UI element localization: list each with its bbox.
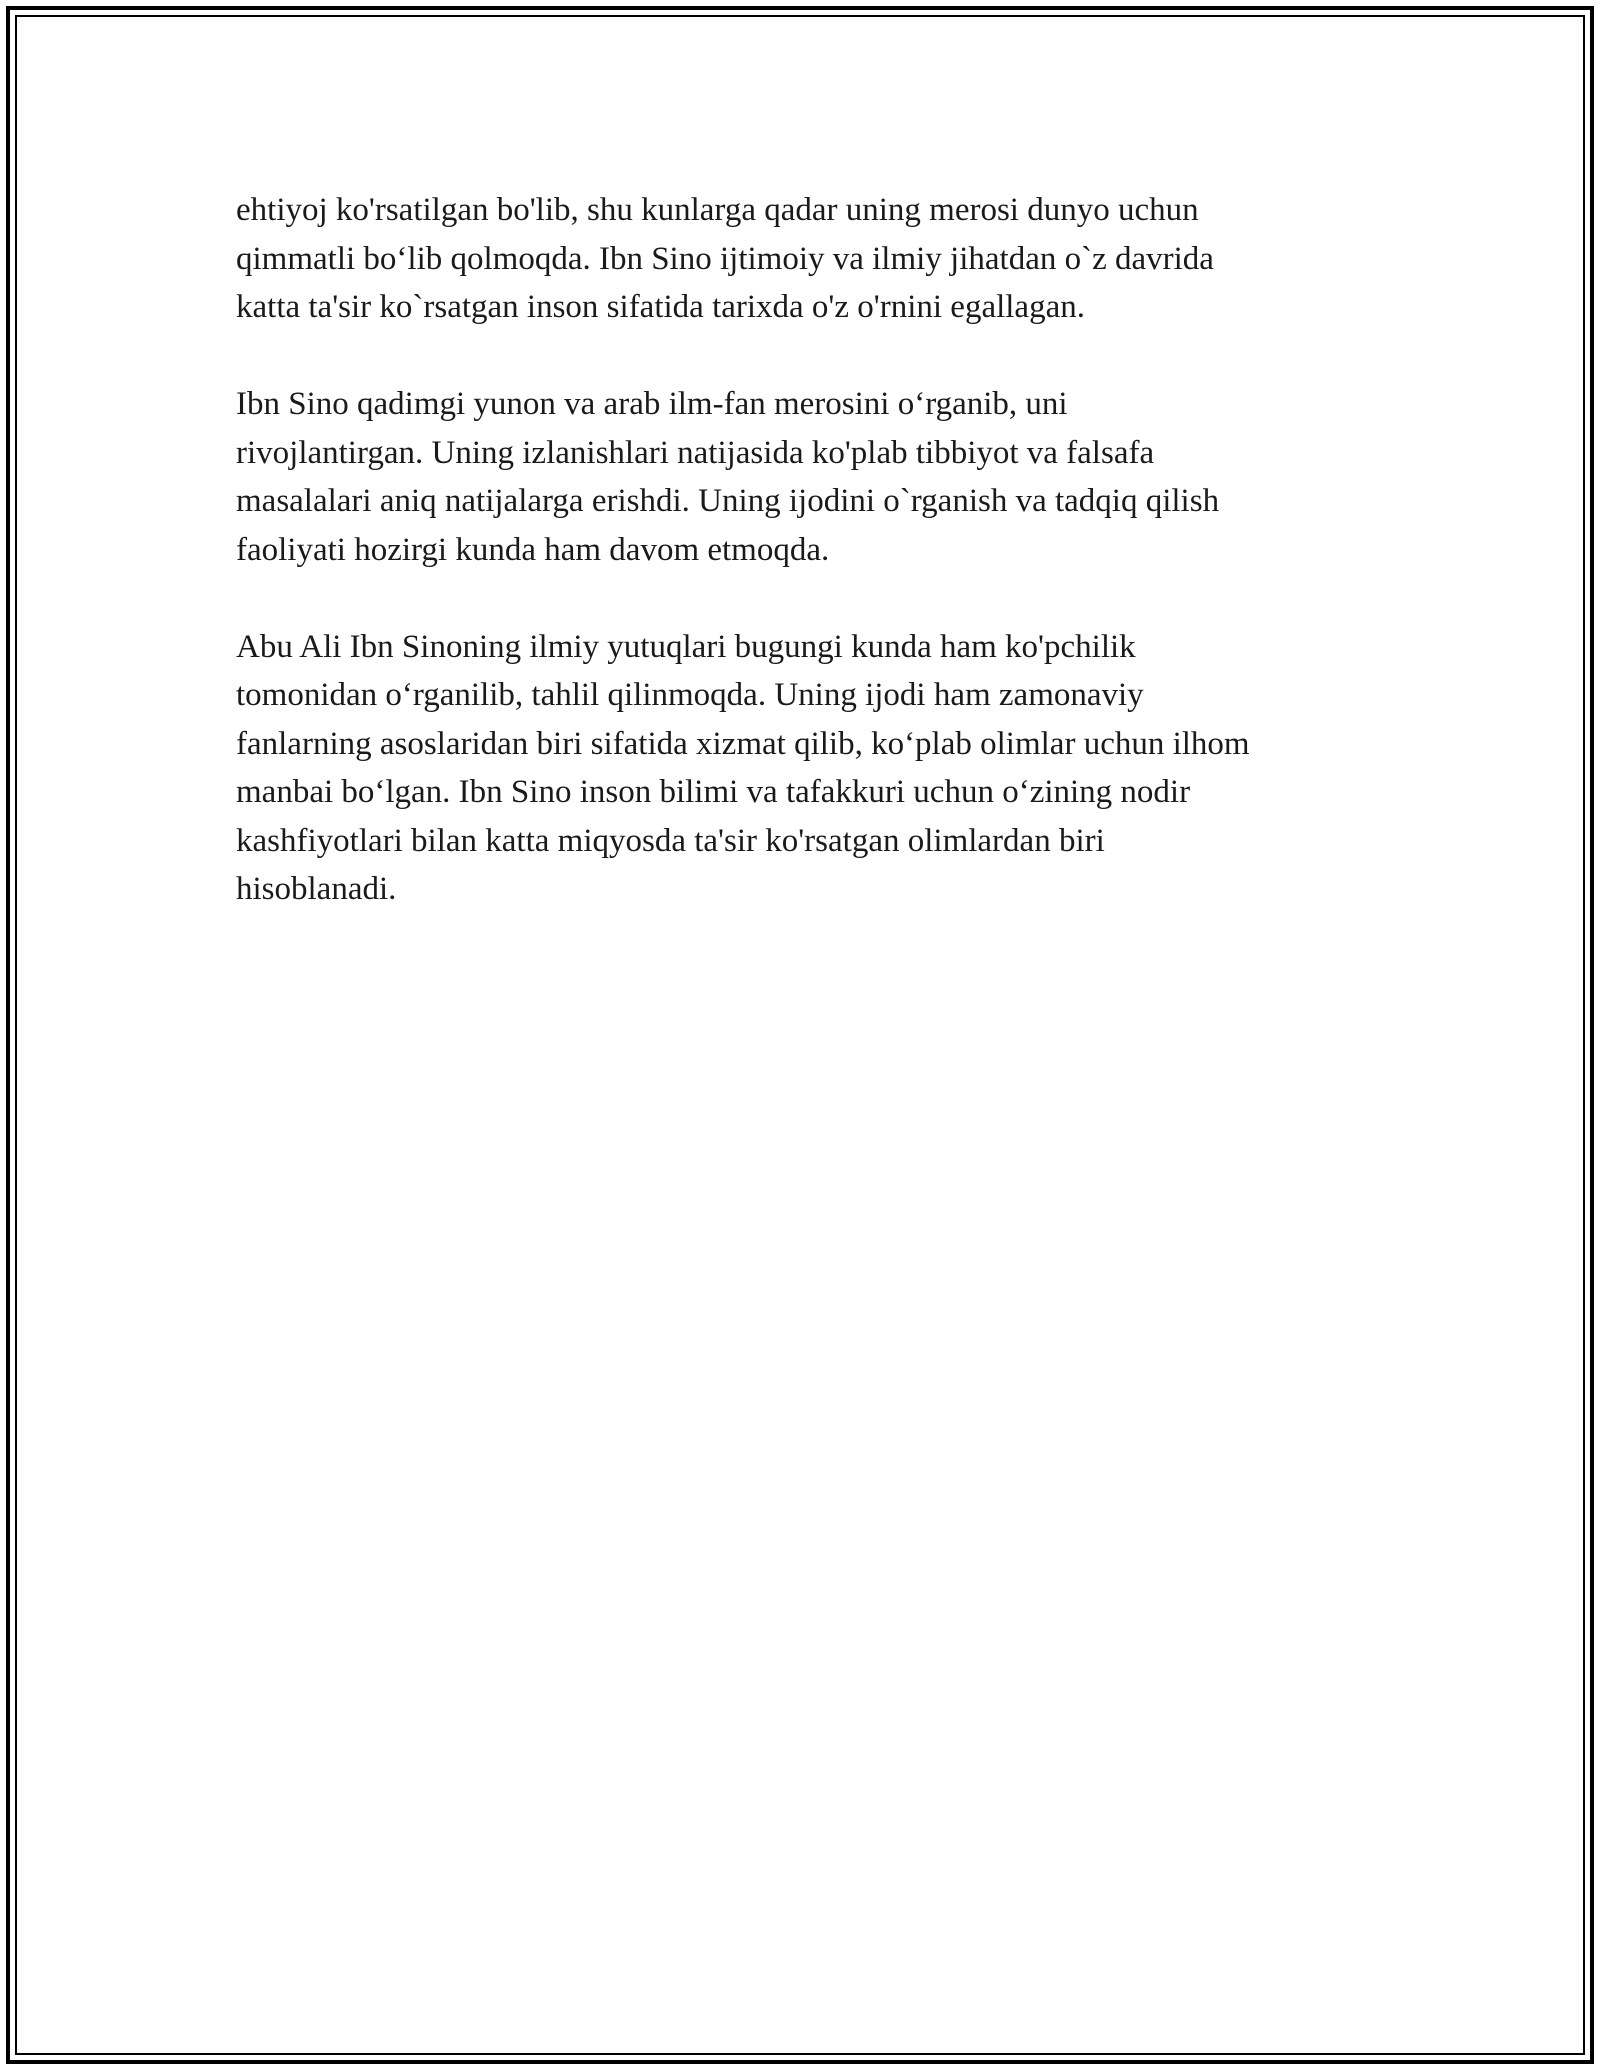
text-line: tomonidan oʻrganilib, tahlil qilinmoqda. Uning ijodi ham zamonaviy	[236, 677, 1144, 713]
text-line: katta ta'sir ko`rsatgan inson sifatida tarixda o'z o'rnini egallagan.	[236, 289, 1085, 325]
text-line: ehtiyoj ko'rsatilgan bo'lib, shu kunlarga qadar uning merosi dunyo uchun	[236, 192, 1199, 228]
text-line: rivojlantirgan. Uning izlanishlari natijasida ko'plab tibbiyot va falsafa	[236, 434, 1155, 471]
text-line: Abu Ali Ibn Sinoning ilmiy yutuqlari bugungi kunda ham ko'pchilik	[236, 628, 1136, 665]
paragraph-1	[236, 186, 1376, 332]
text-line: faoliyati hozirgi kunda ham davom etmoqda.	[236, 531, 830, 568]
document-body	[236, 186, 1376, 962]
paragraph-2	[236, 380, 1376, 574]
text-line: hisoblanadi.	[236, 871, 397, 907]
paragraph-3	[236, 623, 1376, 914]
text-line: qimmatli boʻlib qolmoqda. Ibn Sino ijtimoiy va ilmiy jihatdan o`z davrida	[236, 240, 1214, 277]
text-line: manbai boʻlgan. Ibn Sino inson bilimi va tafakkuri uchun oʻzining nodir	[236, 774, 1191, 810]
text-line: Ibn Sino qadimgi yunon va arab ilm-fan merosini oʻrganib, uni	[236, 386, 1068, 422]
text-line: masalalari aniq natijalarga erishdi. Uning ijodini o`rganish va tadqiq qilish	[236, 483, 1220, 519]
text-line: fanlarning asoslaridan biri sifatida xizmat qilib, koʻplab olimlar uchun ilhom	[236, 725, 1250, 762]
text-line: kashfiyotlari bilan katta miqyosda ta'sir ko'rsatgan olimlardan biri	[236, 822, 1105, 859]
